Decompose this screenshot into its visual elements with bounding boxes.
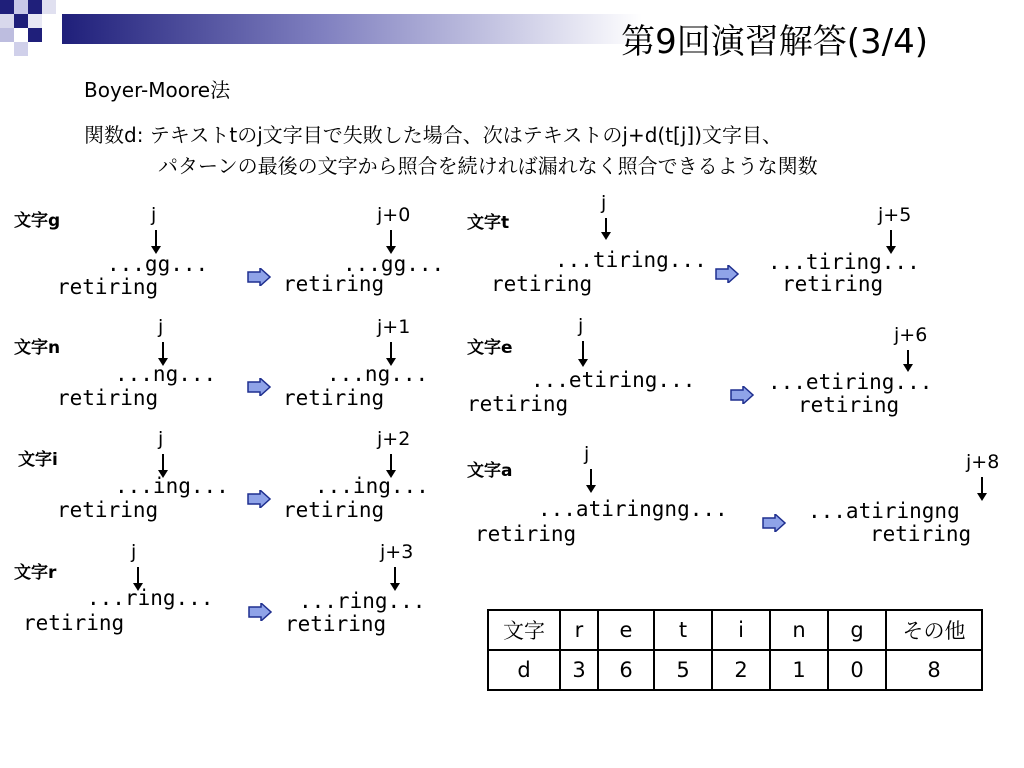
down-arrow-icon: [582, 341, 584, 359]
pattern-after: retiring: [285, 612, 387, 636]
shift-label: j+8: [966, 451, 1000, 473]
text-after: ...tiring...: [768, 250, 920, 274]
case-label: 文字i: [18, 450, 58, 470]
table-cell: その他: [886, 610, 982, 650]
shift-arrow-icon: [730, 386, 754, 404]
shift-arrow-icon: [247, 268, 271, 286]
down-arrow-icon: [586, 485, 596, 493]
down-arrow-icon: [155, 230, 157, 246]
description-line-2: パターンの最後の文字から照合を続ければ漏れなく照合できるような関数: [158, 154, 818, 178]
text-before: ...tiring...: [555, 248, 707, 272]
shift-arrow-icon: [247, 490, 271, 508]
pattern-before: retiring: [475, 522, 577, 546]
down-arrow-icon: [890, 230, 892, 246]
subtitle: Boyer-Moore法: [84, 78, 231, 102]
case-label: 文字a: [467, 461, 513, 481]
shift-arrow-icon: [248, 603, 272, 621]
pattern-before: retiring: [57, 386, 159, 410]
pattern-before: retiring: [57, 275, 159, 299]
case-label: 文字e: [467, 338, 513, 358]
case-label: 文字n: [14, 338, 61, 358]
text-before: ...gg...: [107, 252, 209, 276]
title-bar: [62, 14, 642, 44]
table-cell: 6: [598, 650, 654, 690]
j-label: j: [158, 428, 164, 450]
table-row: [488, 650, 982, 690]
down-arrow-icon: [605, 218, 607, 232]
text-after: ...gg...: [343, 252, 445, 276]
down-arrow-icon: [981, 477, 983, 493]
down-arrow-icon: [394, 567, 396, 583]
pattern-before: retiring: [491, 272, 593, 296]
page-title: 第9回演習解答(3/4): [621, 22, 928, 62]
shift-label: j+3: [380, 541, 414, 563]
case-label: 文字r: [14, 563, 57, 583]
down-arrow-icon: [590, 469, 592, 485]
pattern-before: retiring: [23, 611, 125, 635]
table-cell: r: [560, 610, 598, 650]
shift-label: j+5: [878, 204, 912, 226]
j-label: j: [578, 315, 584, 337]
text-after: ...ing...: [315, 474, 429, 498]
pattern-after: retiring: [283, 386, 385, 410]
shift-label: j+0: [377, 204, 411, 226]
shift-arrow-icon: [715, 265, 739, 283]
text-before: ...ing...: [115, 474, 229, 498]
text-before: ...etiring...: [531, 368, 696, 392]
j-label: j: [601, 192, 607, 214]
text-after: ...atiringng: [808, 499, 960, 523]
table-cell: n: [770, 610, 828, 650]
down-arrow-icon: [907, 350, 909, 364]
j-label: j: [584, 443, 590, 465]
case-label: 文字t: [467, 213, 510, 233]
down-arrow-icon: [390, 454, 392, 470]
shift-label: j+6: [894, 324, 928, 346]
down-arrow-icon: [390, 230, 392, 246]
shift-label: j+2: [377, 428, 411, 450]
down-arrow-icon: [578, 359, 588, 367]
table-cell: 2: [712, 650, 770, 690]
text-before: ...atiringng...: [538, 497, 728, 521]
down-arrow-icon: [162, 342, 164, 358]
table-cell: 1: [770, 650, 828, 690]
table-cell: 3: [560, 650, 598, 690]
text-after: ...etiring...: [768, 370, 933, 394]
pattern-after: retiring: [870, 522, 972, 546]
table-cell: e: [598, 610, 654, 650]
table-row: [488, 610, 982, 650]
pattern-after: retiring: [782, 272, 884, 296]
text-after: ...ng...: [327, 362, 429, 386]
shift-arrow-icon: [247, 378, 271, 396]
shift-arrow-icon: [762, 514, 786, 532]
pattern-before: retiring: [467, 392, 569, 416]
table-cell: t: [654, 610, 712, 650]
table-cell: 8: [886, 650, 982, 690]
text-before: ...ring...: [87, 586, 214, 610]
case-label: 文字g: [14, 211, 61, 231]
pattern-after: retiring: [283, 498, 385, 522]
down-arrow-icon: [601, 232, 611, 240]
table-cell: g: [828, 610, 886, 650]
table-cell: 0: [828, 650, 886, 690]
table-cell: i: [712, 610, 770, 650]
table-header-cell: 文字: [488, 610, 560, 650]
j-label: j: [158, 316, 164, 338]
shift-label: j+1: [377, 316, 411, 338]
down-arrow-icon: [977, 493, 987, 501]
j-label: j: [131, 541, 137, 563]
down-arrow-icon: [137, 567, 139, 583]
pattern-before: retiring: [57, 498, 159, 522]
table-header-cell: d: [488, 650, 560, 690]
pattern-after: retiring: [798, 393, 900, 417]
text-after: ...ring...: [299, 589, 426, 613]
description-line-1: 関数d: テキストtのj文字目で失敗した場合、次はテキストのj+d(t[j])文字目、: [84, 123, 783, 147]
down-arrow-icon: [162, 454, 164, 470]
j-label: j: [151, 204, 157, 226]
down-arrow-icon: [390, 342, 392, 358]
table-cell: 5: [654, 650, 712, 690]
shift-table: [487, 609, 983, 691]
pattern-after: retiring: [283, 272, 385, 296]
text-before: ...ng...: [115, 362, 217, 386]
